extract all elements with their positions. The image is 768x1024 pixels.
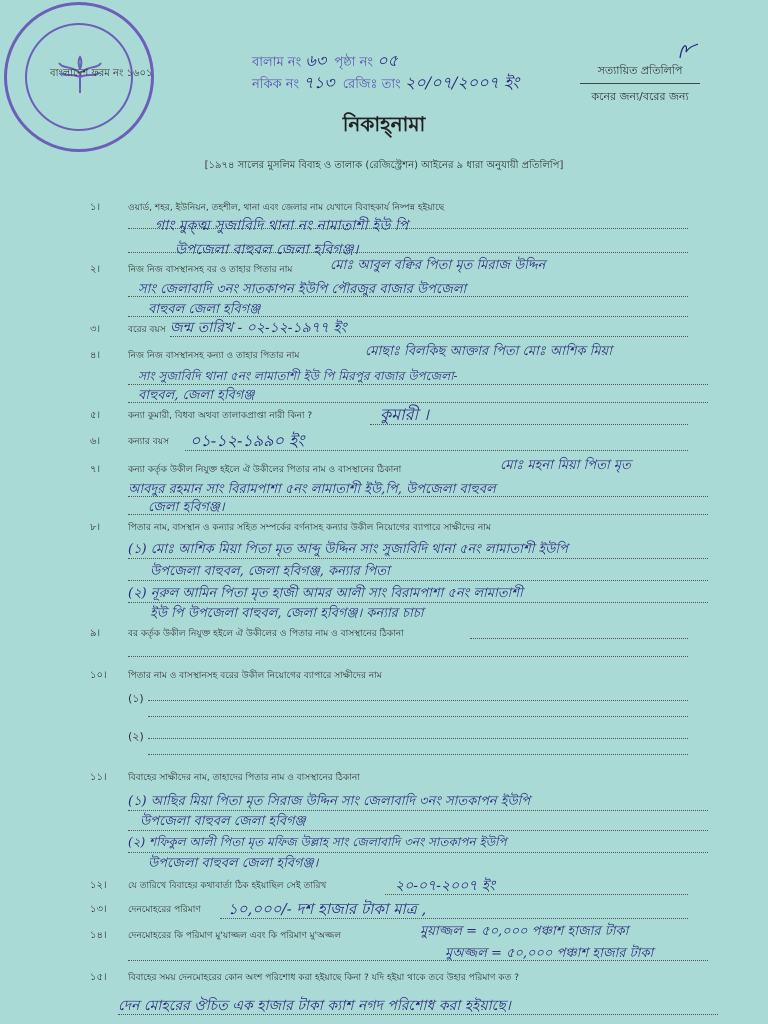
- item-10-witness-1: (১): [128, 692, 144, 705]
- item-2-answer-line2: সাং জেলাবাদি ৩নং সাতকাপন ইউপি পৌরজুর বাজার উপজেলা: [138, 282, 467, 297]
- item-14-number: ১৪।: [90, 930, 107, 941]
- item-9-number: ৯।: [90, 628, 101, 639]
- item-2-answer-line3: বাহুবল জেলা হবিগঞ্জ: [148, 302, 261, 317]
- item-11-answer-line3: (২) শফিকুল আলী পিতা মৃত মফিজ উল্লাহ সাং জেলাবাদি ৩নং সাতকাপন ইউপি: [128, 835, 507, 849]
- item-8-answer-line3: (২) নূরুল আমিন পিতা মৃত হাজী আমর আলী সাং বিরামপাশা ৫নং লামাতাশী: [128, 586, 523, 601]
- item-15-number: ১৫।: [90, 972, 107, 983]
- item-13-question: দেনমোহরের পরিমাণ: [128, 905, 201, 915]
- item-7-question: কন্যা কর্তৃক উকীল নিযুক্ত হইলে ঐ উকীলের পিতার নাম ও বাসস্থানের ঠিকানা: [128, 465, 402, 475]
- record-value: ৭১৩: [303, 73, 335, 92]
- item-14-answer-line2: মুঅজ্জল = ৫০,০০০ পঞ্চাশ হাজার টাকা: [445, 946, 654, 961]
- item-14-question: দেনমোহরের কি পরিমাণ মু'য়াজ্জল এবং কি পরিমাণ মু'অজ্জল: [128, 931, 342, 941]
- item-7-answer-line3: জেলা হবিগঞ্জ।: [148, 500, 225, 515]
- volume-label: বালাম নং: [252, 55, 302, 70]
- item-4-answer-line1: মোছাঃ বিলকিছ আক্তার পিতা মোঃ আশিক মিয়া: [365, 344, 612, 359]
- item-7-answer-line2: আবদুর রহমান সাং বিরামপাশা ৫নং লামাতাশী ইউ,পি, উপজেলা বাহুবল: [128, 482, 496, 497]
- item-1-question: ওয়ার্ড, শহর, ইউনিয়ন, তহশীল, থানা এবং জেলার নাম যেখানে বিবাহকার্য নিষ্পন্ন হইয়াছে: [128, 203, 445, 213]
- copy-for-label: কনের জন্য/বরের জন্য: [591, 90, 689, 103]
- item-11-number: ১১।: [90, 772, 107, 783]
- reg-date-label: রেজিঃ তাং: [342, 77, 401, 92]
- item-10-number: ১০।: [90, 670, 107, 681]
- item-7-answer-line1: মোঃ মহনা মিয়া পিতা মৃত: [500, 458, 631, 473]
- item-6-number: ৬।: [90, 436, 101, 447]
- item-10-question: পিতার নাম ও বাসস্থানসহ বরের উকীল নিয়োগের ব্যাপারে সাক্ষীদের নাম: [128, 671, 382, 681]
- item-5-question: কন্যা কুমারী, বিধবা অথবা তালাকপ্রাপ্তা নারী কিনা ?: [128, 411, 313, 421]
- item-11-answer-line2: উপজেলা বাহুবল জেলা হবিগঞ্জ: [140, 814, 306, 829]
- item-2-answer-line1: মোঃ আবুল বক্বির পিতা মৃত মিরাজ উদ্দিন: [330, 258, 546, 273]
- item-4-answer-line2: সাং সুজাবিদি থানা ৫নং লামাতাশী ইউ পি মিরপুর বাজার উপজেলা-: [138, 369, 458, 383]
- item-12-question: যে তারিখে বিবাহের কথাবার্তা ঠিক হইয়াছিল সেই তারিখ: [128, 881, 327, 891]
- form-number: বাংলাদেশ ফরম নং ১৬০১: [50, 68, 153, 79]
- item-5-number: ৫।: [90, 410, 101, 421]
- item-5-answer: কুমারী ।: [380, 405, 429, 424]
- item-12-number: ১২।: [90, 880, 107, 891]
- item-2-number: ২।: [90, 264, 101, 275]
- item-6-question: কন্যার বয়স: [128, 437, 169, 447]
- item-13-number: ১৩।: [90, 904, 107, 915]
- item-3-answer: জন্ম তারিখ - ০২-১২-১৯৭৭ ইং: [170, 320, 347, 336]
- item-1-answer-line1: গাং মুক্ত্ম সুজাবিদি থানা নং নামাতাশী ইউ পি: [155, 218, 409, 234]
- item-3-question: বরের বয়স: [128, 325, 166, 335]
- item-11-question: বিবাহের সাক্ষীদের নাম, তাহাদের পিতার নাম ও বাসস্থানের ঠিকানা: [128, 773, 360, 783]
- item-1-answer-line2: উপজেলা বাহুবল জেলা হবিগঞ্জ।: [175, 242, 359, 258]
- item-8-answer-line1: (১) মোঃ আশিক মিয়া পিতা মৃত আব্দু উদ্দিন সাং সুজাবিদি থানা ৫নং লামাতাশী ইউপি: [128, 542, 568, 557]
- page-value: ০৫: [377, 51, 398, 70]
- item-8-number: ৮।: [90, 522, 101, 533]
- item-4-answer-line3: বাহুবল, জেলা হবিগঞ্জ: [138, 388, 255, 403]
- item-15-answer: দেন মোহরের ঔচিত এক হাজার টাকা ক্যাশ নগদ পরিশোধ করা হইয়াছে।: [118, 998, 511, 1014]
- signature-scribble-icon: [640, 40, 700, 60]
- item-8-answer-line4: ইউ পি উপজেলা বাহুবল, জেলা হবিগঞ্জ। কন্যার চাচা: [150, 606, 424, 621]
- reg-date-value: ২০/০৭/২০০৭ ইং: [404, 73, 520, 92]
- item-8-answer-line2: উপজেলা বাহুবল, জেলা হবিগঞ্জ, কন্যার পিতা: [150, 564, 390, 579]
- item-6-answer: ০১-১২-১৯৯০ ইং: [190, 431, 305, 450]
- item-9-question: বর কর্তৃক উকীল নিযুক্ত হইলে ঐ উকীলের ও পিতার নাম ও বাসস্থানের ঠিকানা: [128, 629, 404, 639]
- item-2-question: নিজ নিজ বাসস্থানসহ বর ও তাহার পিতার নাম: [128, 265, 293, 275]
- item-1-number: ১।: [90, 202, 101, 213]
- page-label: পৃষ্ঠা নং: [334, 55, 373, 70]
- item-15-question: বিবাহের সময় দেনমোহরের কোন অংশ পরিশোধ করা হইয়াছে কিনা ? যদি হইয়া থাকে তবে উহার পরিমাণ কত ?: [128, 973, 519, 983]
- item-3-number: ৩।: [90, 324, 101, 335]
- item-10-witness-2: (২): [128, 730, 144, 743]
- item-13-answer: ১০,০০০/- দশ হাজার টাকা মাত্র ,: [228, 900, 427, 918]
- certified-copy-label: সত্যায়িত প্রতিলিপি: [580, 62, 700, 84]
- signature-mark: [580, 40, 700, 62]
- item-14-answer-line1: মুয়াজ্জল = ৫০,০০০ পঞ্চাশ হাজার টাকা: [420, 924, 629, 939]
- item-11-answer-line1: (১) আছির মিয়া পিতা মৃত সিরাজ উদ্দিন সাং জেলাবাদি ৩নং সাতকাপন ইউপি: [128, 794, 531, 809]
- page-subtitle: [১৯৭৪ সালের মুসলিম বিবাহ ও তালাক (রেজিস্ট্রেশন) আইনের ৯ ধারা অনুযায়ী প্রতিলিপি]: [204, 160, 564, 171]
- page-title: নিকাহ্‌নামা: [342, 112, 426, 136]
- record-label: নকিক নং: [252, 77, 300, 92]
- item-8-question: পিতার নাম, বাসস্থান ও কন্যার সহিত সম্পর্কের বর্ণনাসহ কন্যার উকীল নিয়োগের ব্যাপারে সাক্ষীদের নাম: [128, 523, 491, 533]
- item-11-answer-line4: উপজেলা বাহুবল জেলা হবিগঞ্জ।: [148, 856, 319, 871]
- certified-copy-box: [580, 40, 700, 107]
- item-7-number: ৭।: [90, 464, 101, 475]
- registration-stamp: [252, 48, 572, 92]
- item-4-number: ৪।: [90, 350, 101, 361]
- item-4-question: নিজ নিজ বাসস্থানসহ কন্যা ও তাহার পিতার নাম: [128, 351, 300, 361]
- item-12-answer: ২০-০৭-২০০৭ ইং: [395, 878, 496, 894]
- volume-value: ৬৩: [305, 51, 327, 70]
